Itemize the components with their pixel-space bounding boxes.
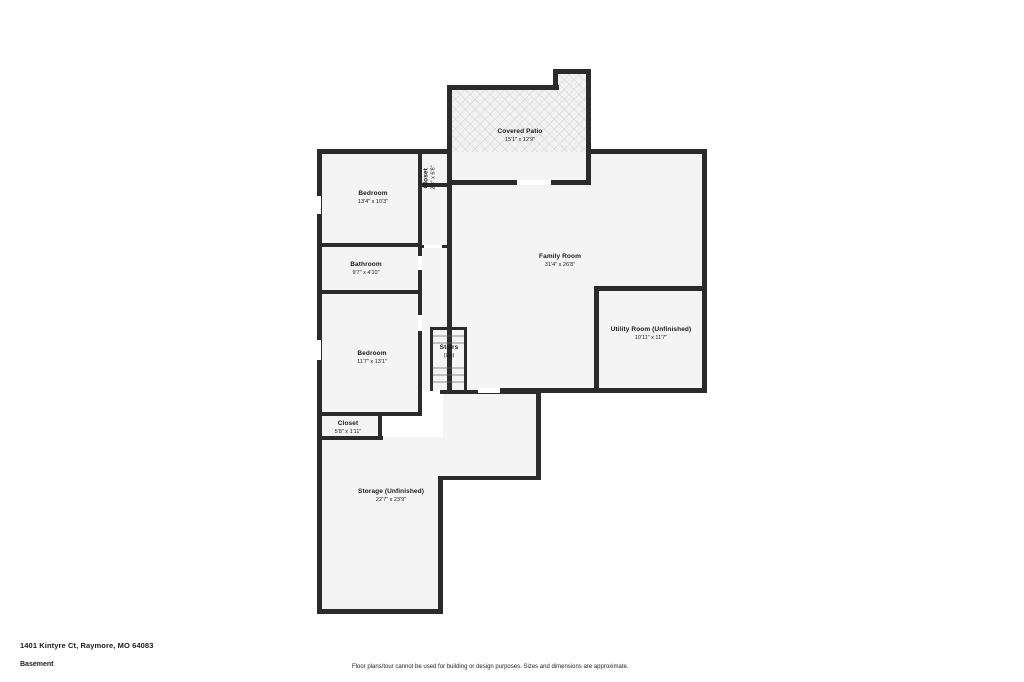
room-dimensions: 11'7" x 13'1" <box>357 359 387 366</box>
room-dimensions: 15'1" x 12'9" <box>504 137 536 144</box>
room-fill-bathroom <box>320 245 421 293</box>
room-name: Stairs <box>439 344 459 351</box>
room-name: Utility Room (Unfinished) <box>610 326 692 333</box>
room-dimensions: 22'7" x 23'9" <box>375 497 407 504</box>
room-name: Bathroom <box>350 261 382 268</box>
room-name: Bedroom <box>357 350 387 357</box>
room-dimensions: 5'8" x 1'11" <box>334 429 362 436</box>
room-name: Closet <box>337 420 359 427</box>
room-name: Family Room <box>539 253 581 260</box>
room-dimensions: 2'3" x 6'8" <box>430 165 437 190</box>
disclaimer-text: Floor plans/tour cannot be used for building or design purposes. Sizes and dimensions are approximate. <box>352 664 629 670</box>
room-dimensions: 9'7" x 4'10" <box>352 270 380 277</box>
room-fill-bedroom-upper <box>320 152 421 245</box>
room-name: Closet <box>422 167 430 189</box>
room-fill-closet-lower <box>320 415 380 437</box>
room-name: Storage (Unfinished) <box>358 488 424 495</box>
room-dimensions: (Up) <box>443 353 455 360</box>
room-fill-closet-upper <box>421 152 451 186</box>
room-fill-bedroom-lower <box>320 293 421 415</box>
property-address: 1401 Kintyre Ct, Raymore, MO 64083 <box>20 641 154 650</box>
room-dimensions: 10'11" x 11'7" <box>634 335 668 342</box>
room-dimensions: 13'4" x 10'3" <box>357 199 389 206</box>
room-name: Bedroom <box>358 190 388 197</box>
room-fill-utility-room <box>598 288 705 390</box>
room-name: Covered Patio <box>497 128 543 135</box>
floor-level-label: Basement <box>20 661 54 668</box>
room-dimensions: 31'4" x 26'8" <box>544 262 576 269</box>
